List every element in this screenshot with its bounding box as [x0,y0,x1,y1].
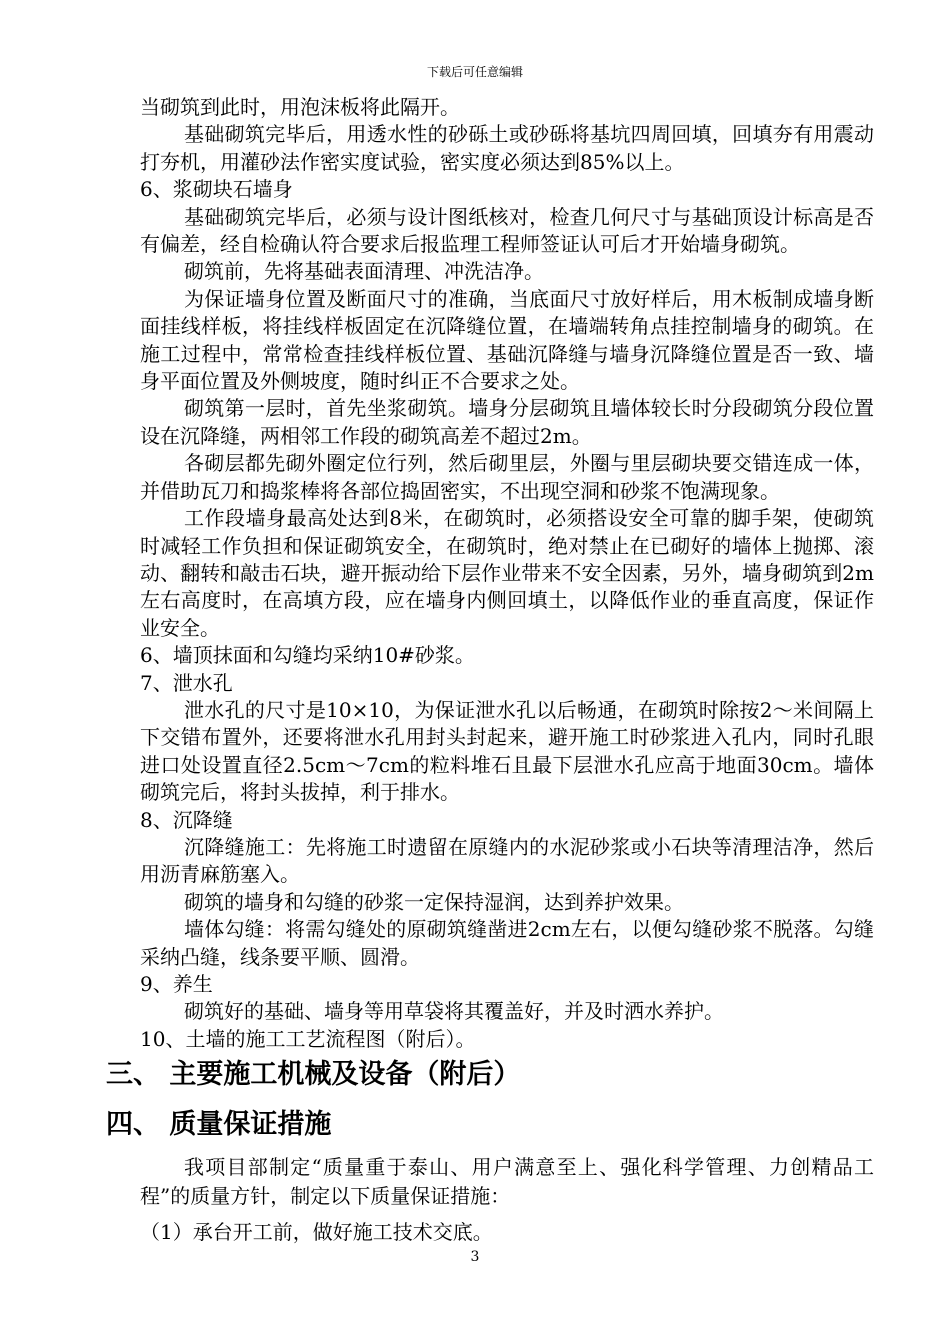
page-number: 3 [470,1249,480,1265]
section-subheading: 7、泄水孔 [140,670,233,695]
paragraph: 当砌筑到此时，用泡沫板将此隔开。 [140,95,460,119]
section-subheading: 10、土墙的施工工艺流程图（附后）。 [140,1026,476,1051]
paragraph: 砌筑好的基础、墙身等用草袋将其覆盖好，并及时洒水养护。 [184,999,724,1024]
section-subheading: 6、墙顶抹面和勾缝均采纳10#砂浆。 [140,643,475,668]
paragraph: 砌筑第一层时，首先坐浆砌筑。墙身分层砌筑且墙体较长时分段砌筑分段位置设在沉降缝，两相邻工作段的砌筑高差不超过2m。 [140,396,874,448]
section-subheading: 6、浆砌块石墙身 [140,177,293,202]
list-item: （1）承台开工前，做好施工技术交底。 [140,1220,493,1245]
paragraph: 墙体勾缝：将需勾缝处的原砌筑缝凿进2cm左右，以便勾缝砂浆不脱落。勾缝采纳凸缝，线条要平顺、圆滑。 [140,917,874,969]
paragraph: 砌筑前，先将基础表面清理、冲洗洁净。 [184,259,544,284]
section-subheading: 8、沉降缝 [140,807,233,832]
paragraph: 基础砌筑完毕后，必须与设计图纸核对，检查几何尺寸与基础顶设计标高是否有偏差，经自检确认符合要求后报监理工程师签证认可后才开始墙身砌筑。 [140,204,874,257]
section-heading: 四、 质量保证措施 [106,1109,332,1141]
paragraph: 砌筑的墙身和勾缝的砂浆一定保持湿润，达到养护效果。 [184,889,684,914]
document-body [106,94,874,1247]
paragraph: 沉降缝施工：先将施工时遗留在原缝内的水泥砂浆或小石块等清理洁净，然后用沥青麻筋塞入。 [140,834,874,887]
paragraph: 基础砌筑完毕后，用透水性的砂砾土或砂砾将基坑四周回填，回填夯有用震动打夯机，用灌砂法作密实度试验，密实度必须达到85%以上。 [140,122,874,174]
page-header: 下载后可任意编辑 [426,65,523,79]
intro-paragraph: 我项目部制定“质量重于泰山、用户满意至上、强化科学管理、力创精品工程”的质量方针，制定以下质量保证措施： [140,1155,874,1209]
paragraph: 工作段墙身最高处达到8米，在砌筑时，必须搭设安全可靠的脚手架，使砌筑时减轻工作负担和保证砌筑安全，在砌筑时，绝对禁止在已砌好的墙体上抛掷、滚动、翻转和敲击石块，避开振动给下层作业带来不安全因素，另外，墙身砌筑到2m左右高度时，在高填方段，应在墙身内侧回填土，以降低作业的垂直高度，保证作业安全。 [140,506,874,640]
paragraph: 各砌层都先砌外圈定位行列，然后砌里层，外圈与里层砌块要交错连成一体，并借助瓦刀和捣浆棒将各部位捣固密实，不出现空洞和砂浆不饱满现象。 [140,451,874,503]
paragraph: 为保证墙身位置及断面尺寸的准确，当底面尺寸放好样后，用木板制成墙身断面挂线样板，将挂线样板固定在沉降缝位置，在墙端转角点挂控制墙身的砌筑。在施工过程中，常常检查挂线样板位置、基础沉降缝与墙身沉降缝位置是否一致、墙身平面位置及外侧坡度，随时纠正不合要求之处。 [140,286,874,394]
section-heading: 三、 主要施工机械及设备（附后） [106,1059,521,1091]
paragraph: 泄水孔的尺寸是10×10，为保证泄水孔以后畅通，在砌筑时除按2～米间隔上下交错布置外，还要将泄水孔用封头封起来，避开施工时砂浆进入孔内，同时孔眼进口处设置直径2.5cm～7cm的粒料堆石且最下层泄水孔应高于地面30cm。墙体砌筑完后，将封头拔掉，利于排水。 [140,697,874,805]
section-subheading: 9、养生 [140,972,213,996]
